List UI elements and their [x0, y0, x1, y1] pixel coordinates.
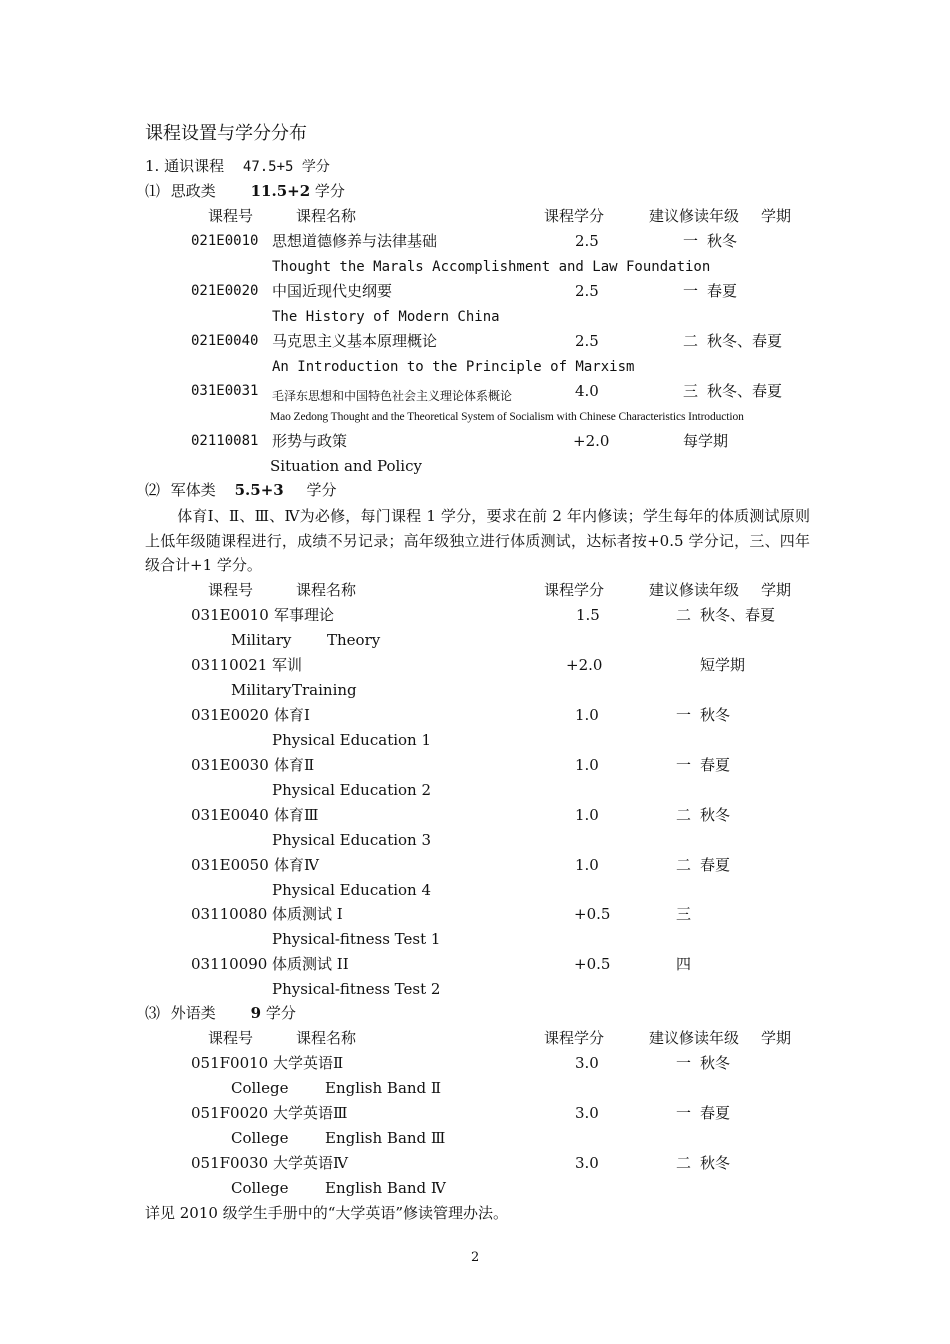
- course-name-en: English Band Ⅲ: [325, 1129, 446, 1147]
- course-term: 秋冬: [707, 232, 738, 250]
- course-name-en: College: [231, 1129, 289, 1147]
- course-name-en: Physical Education 1: [272, 731, 432, 749]
- course-term: 秋冬: [700, 1154, 731, 1172]
- course-name-en: Mao Zedong Thought and the Theoretical System of Socialism with Chinese Characteristics Introduction: [270, 411, 744, 423]
- course-credit: 1.0: [575, 756, 599, 774]
- header-credit: 课程学分: [544, 581, 605, 599]
- course-grade: 二: [676, 806, 692, 824]
- course-credit: 2.5: [575, 282, 599, 300]
- course-name-cn: 军事理论: [274, 606, 335, 624]
- course-grade: 三: [683, 382, 699, 400]
- course-code: 021E0010: [191, 233, 259, 249]
- header-term: 学期: [761, 581, 792, 599]
- course-grade: 一: [683, 282, 699, 300]
- course-credit: +0.5: [574, 905, 611, 923]
- course-name-cn: 大学英语Ⅱ: [273, 1054, 344, 1072]
- course-name-cn: 形势与政策: [272, 432, 348, 450]
- subsection-number: ⑶: [145, 1004, 161, 1022]
- course-code: 051F0030: [191, 1154, 269, 1172]
- course-credit: 4.0: [575, 382, 599, 400]
- subsection-credits: 5.5+3: [234, 481, 284, 499]
- course-code: 051F0010: [191, 1054, 269, 1072]
- course-code: 03110080: [191, 905, 268, 923]
- section-credits: 47.5+5 学分: [242, 159, 330, 175]
- course-name-cn: 毛泽东思想和中国特色社会主义理论体系概论: [272, 389, 513, 403]
- course-name-cn: 体育Ⅱ: [274, 756, 315, 774]
- header-term: 学期: [761, 207, 792, 225]
- section-heading: [145, 156, 330, 177]
- course-grade: 一: [676, 1104, 692, 1122]
- course-name-cn: 马克思主义基本原理概论: [272, 332, 438, 350]
- course-term: 春夏: [700, 1104, 731, 1122]
- course-credit: 3.0: [575, 1154, 599, 1172]
- course-code: 021E0040: [191, 333, 259, 349]
- course-code: 031E0031: [191, 383, 259, 399]
- course-code: 03110090: [191, 955, 268, 973]
- course-name-cn: 大学英语Ⅲ: [273, 1104, 348, 1122]
- course-code: 031E0030: [191, 756, 269, 774]
- course-name-en: Physical Education 2: [272, 781, 432, 799]
- course-credit: +2.0: [573, 432, 610, 450]
- course-term: 春夏: [707, 282, 738, 300]
- subsection-number: ⑵: [145, 481, 161, 499]
- subsection-label: 外语类: [170, 1004, 216, 1022]
- course-grade: 每学期: [683, 432, 729, 450]
- course-name-en: English Band Ⅱ: [325, 1079, 442, 1097]
- course-grade: 一: [676, 706, 692, 724]
- subsection-number: ⑴: [145, 182, 161, 200]
- subsection-unit: 学分: [314, 182, 345, 200]
- header-code: 课程号: [208, 207, 254, 225]
- course-credit: 1.5: [576, 606, 600, 624]
- subsection-heading-politics: [145, 181, 345, 201]
- course-name-en: Theory: [327, 631, 381, 649]
- course-credit: 1.0: [575, 706, 599, 724]
- course-name-en: Thought the Marals Accomplishment and Law Foundation: [272, 259, 711, 275]
- course-name-en: College: [231, 1179, 289, 1197]
- course-term: 春夏: [700, 756, 731, 774]
- course-term: 秋冬、春夏: [707, 332, 783, 350]
- course-grade: 一: [676, 756, 692, 774]
- course-name-cn: 大学英语Ⅳ: [273, 1154, 348, 1172]
- course-grade: 二: [676, 856, 692, 874]
- course-grade: 二: [683, 332, 699, 350]
- subsection-credits: 9: [250, 1004, 262, 1022]
- course-credit: 3.0: [575, 1054, 599, 1072]
- course-name-cn: 军训: [272, 656, 303, 674]
- header-name: 课程名称: [296, 1029, 357, 1047]
- course-code: 02110081: [191, 433, 259, 449]
- course-name-en: College: [231, 1079, 289, 1097]
- subsection-credits: 11.5+2: [250, 182, 311, 200]
- section-label: 通识课程: [164, 157, 225, 175]
- subsection-label: 军体类: [170, 481, 216, 499]
- course-code: 031E0050: [191, 856, 269, 874]
- header-grade: 建议修读年级: [649, 207, 740, 225]
- course-grade: 四: [676, 955, 692, 973]
- header-grade: 建议修读年级: [649, 581, 740, 599]
- course-credit: +2.0: [566, 656, 603, 674]
- subsection-unit: 学分: [306, 481, 337, 499]
- course-credit: 2.5: [575, 332, 599, 350]
- subsection-label: 思政类: [170, 182, 216, 200]
- military-description: [145, 504, 810, 578]
- course-name-en: An Introduction to the Principle of Marxism: [272, 359, 635, 375]
- course-credit: +0.5: [574, 955, 611, 973]
- course-credit: 2.5: [575, 232, 599, 250]
- course-name-en: Physical Education 4: [272, 881, 432, 899]
- course-name-cn: 体育Ⅲ: [274, 806, 319, 824]
- course-credit: 1.0: [575, 856, 599, 874]
- course-code: 031E0040: [191, 806, 269, 824]
- course-name-cn: 体质测试 I: [272, 905, 343, 923]
- course-credit: 3.0: [575, 1104, 599, 1122]
- course-name-en: Military: [231, 681, 292, 699]
- header-name: 课程名称: [296, 207, 357, 225]
- subsection-unit: 学分: [265, 1004, 296, 1022]
- course-name-en: Training: [292, 681, 357, 699]
- course-code: 03110021: [191, 656, 268, 674]
- course-name-cn: 体质测试 II: [272, 955, 349, 973]
- course-term: 春夏: [700, 856, 731, 874]
- course-code: 051F0020: [191, 1104, 269, 1122]
- course-term: 秋冬: [700, 1054, 731, 1072]
- course-name-en: Physical-fitness Test 2: [272, 980, 441, 998]
- header-grade: 建议修读年级: [649, 1029, 740, 1047]
- page-title: 课程设置与学分分布: [145, 123, 307, 144]
- course-term: 秋冬、春夏: [707, 382, 783, 400]
- course-term: 秋冬、春夏: [700, 606, 776, 624]
- paragraph-text: 体育Ⅰ、Ⅱ、Ⅲ、Ⅳ为必修，每门课程 1 学分，要求在前 2 年内修读；学生每年的体质测试原则上低年级随课程进行，成绩不另记录；高年级独立进行体质测试，达标者按+0.5 学分记，三、四年级合计+1 学分。: [145, 507, 810, 575]
- course-name-en: Physical Education 3: [272, 831, 432, 849]
- course-name-cn: 中国近现代史纲要: [272, 282, 393, 300]
- header-term: 学期: [761, 1029, 792, 1047]
- course-term: 短学期: [700, 656, 746, 674]
- header-credit: 课程学分: [544, 207, 605, 225]
- course-term: 秋冬: [700, 806, 731, 824]
- course-name-en: English Band Ⅳ: [325, 1179, 446, 1197]
- course-code: 031E0010: [191, 606, 269, 624]
- course-grade: 三: [676, 905, 692, 923]
- course-name-cn: 思想道德修养与法律基础: [272, 232, 438, 250]
- page-number: 2: [471, 1250, 480, 1265]
- course-code: 021E0020: [191, 283, 259, 299]
- course-name-en: The History of Modern China: [272, 309, 500, 325]
- course-name-en: Military: [231, 631, 292, 649]
- course-term: 秋冬: [700, 706, 731, 724]
- course-code: 031E0020: [191, 706, 269, 724]
- footer-note: 详见 2010 级学生手册中的“大学英语”修读管理办法。: [145, 1204, 509, 1222]
- course-grade: 一: [683, 232, 699, 250]
- course-name-en: Situation and Policy: [270, 457, 422, 475]
- header-code: 课程号: [208, 1029, 254, 1047]
- section-number: 1.: [145, 157, 160, 175]
- subsection-heading-military: [145, 480, 337, 500]
- course-grade: 二: [676, 606, 692, 624]
- header-name: 课程名称: [296, 581, 357, 599]
- course-grade: 一: [676, 1054, 692, 1072]
- subsection-heading-english: [145, 1003, 296, 1023]
- header-code: 课程号: [208, 581, 254, 599]
- course-name-cn: 体育Ⅳ: [274, 856, 319, 874]
- course-name-en: Physical-fitness Test 1: [272, 930, 441, 948]
- course-grade: 二: [676, 1154, 692, 1172]
- course-name-cn: 体育Ⅰ: [274, 706, 310, 724]
- course-credit: 1.0: [575, 806, 599, 824]
- header-credit: 课程学分: [544, 1029, 605, 1047]
